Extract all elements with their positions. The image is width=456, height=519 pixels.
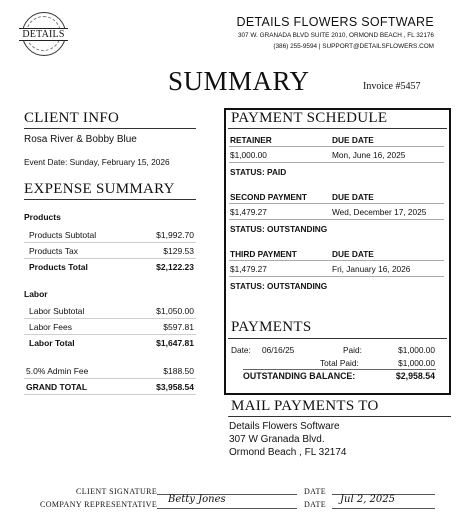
divider [229, 219, 444, 220]
expense-row [24, 243, 196, 259]
payment-date-label: Date: [231, 345, 251, 355]
company-name: DETAILS FLOWERS SOFTWARE [236, 15, 434, 29]
expense-summary-heading: EXPENSE SUMMARY [24, 181, 175, 197]
paid-value: $1,000.00 [398, 345, 435, 355]
mail-payments-heading: MAIL PAYMENTS TO [231, 398, 379, 414]
divider [24, 128, 196, 129]
schedule-item-name: SECOND PAYMENT [230, 192, 307, 202]
invoice-number: Invoice #5457 [363, 81, 421, 92]
total-paid-label: Total Paid: [320, 358, 359, 368]
expense-row-label: 5.0% Admin Fee [26, 366, 89, 376]
client-info-heading: CLIENT INFO [24, 110, 120, 126]
payment-schedule-heading: PAYMENT SCHEDULE [231, 110, 388, 126]
divider [229, 162, 444, 163]
expense-row [24, 227, 196, 243]
schedule-item-status: STATUS: OUTSTANDING [230, 224, 328, 234]
divider [229, 146, 444, 147]
schedule-item-amount: $1,479.27 [230, 207, 267, 217]
company-rep-label: COMPANY REPRESENTATIVE [40, 500, 158, 509]
event-date: Event Date: Sunday, February 15, 2026 [24, 157, 170, 167]
schedule-item-name: THIRD PAYMENT [230, 249, 297, 259]
payments-heading: PAYMENTS [231, 319, 312, 335]
client-names: Rosa River & Bobby Blue [24, 134, 137, 145]
paid-label: Paid: [343, 345, 362, 355]
schedule-item-amount: $1,000.00 [230, 150, 267, 160]
expense-row-value: $597.81 [163, 322, 194, 332]
expense-row [24, 303, 196, 319]
schedule-item-due: Mon, June 16, 2025 [332, 150, 406, 160]
mail-address-line: Ormond Beach , FL 32174 [229, 447, 347, 458]
divider [229, 276, 444, 277]
company-address: 307 W. GRANADA BLVD SUITE 2010, ORMOND BEACH , FL 32176 [237, 32, 434, 39]
due-date-header: DUE DATE [332, 192, 374, 202]
divider [228, 128, 447, 129]
due-date-header: DUE DATE [332, 135, 374, 145]
labor-total-row [24, 335, 196, 351]
products-group-label: Products [24, 212, 61, 222]
divider [24, 199, 196, 200]
schedule-item-status: STATUS: OUTSTANDING [230, 281, 328, 291]
expense-row-label: Products Tax [29, 246, 78, 256]
schedule-item-status: STATUS: PAID [230, 167, 287, 177]
divider [243, 369, 436, 370]
mail-address-line: 307 W Granada Blvd. [229, 434, 325, 445]
schedule-item-due: Wed, December 17, 2025 [332, 207, 427, 217]
expense-row-label: Labor Fees [29, 322, 72, 332]
due-date-header: DUE DATE [332, 249, 374, 259]
mail-address-line: Details Flowers Software [229, 421, 340, 432]
company-rep-signature: Betty Jones [168, 494, 226, 505]
expense-row-value: $129.53 [163, 246, 194, 256]
products-total-row [24, 259, 196, 275]
page-title: SUMMARY [168, 66, 310, 96]
company-rep-date-label: DATE [304, 500, 327, 509]
company-rep-signature-line[interactable] [157, 508, 297, 509]
company-rep-date: Jul 2, 2025 [340, 494, 395, 505]
schedule-item-amount: $1,479.27 [230, 264, 267, 274]
outstanding-balance-label: OUTSTANDING BALANCE: [243, 371, 356, 381]
expense-row-value: $188.50 [163, 366, 194, 376]
company-logo [22, 12, 66, 56]
payment-date: 06/16/25 [262, 345, 295, 355]
company-rep-date-line[interactable] [332, 508, 435, 509]
expense-row-label: Products Total [29, 262, 88, 272]
outstanding-balance-value: $2,958.54 [395, 371, 435, 381]
expense-row-label: Labor Total [29, 338, 75, 348]
labor-group-label: Labor [24, 289, 48, 299]
grand-total-value: $3,958.54 [156, 382, 194, 392]
expense-row-label: Labor Subtotal [29, 306, 85, 316]
grand-total-label: GRAND TOTAL [26, 382, 88, 392]
divider [228, 416, 451, 417]
grand-total-row [24, 379, 196, 395]
expense-row [24, 319, 196, 335]
divider [228, 338, 447, 339]
expense-row-value: $1,647.81 [156, 338, 194, 348]
schedule-item-name: RETAINER [230, 135, 272, 145]
client-signature-label: CLIENT SIGNATURE [76, 487, 158, 496]
divider [229, 203, 444, 204]
company-contact: (386) 255-9594 | SUPPORT@DETAILSFLOWERS.COM [273, 43, 434, 50]
client-date-label: DATE [304, 487, 327, 496]
expense-row-value: $2,122.23 [156, 262, 194, 272]
total-paid-value: $1,000.00 [398, 358, 435, 368]
expense-row-value: $1,050.00 [156, 306, 194, 316]
divider [229, 260, 444, 261]
expense-row-label: Products Subtotal [29, 230, 97, 240]
logo-text: DETAILS [19, 28, 68, 41]
admin-fee-row [24, 363, 196, 379]
expense-row-value: $1,992.70 [156, 230, 194, 240]
schedule-item-due: Fri, January 16, 2026 [332, 264, 411, 274]
